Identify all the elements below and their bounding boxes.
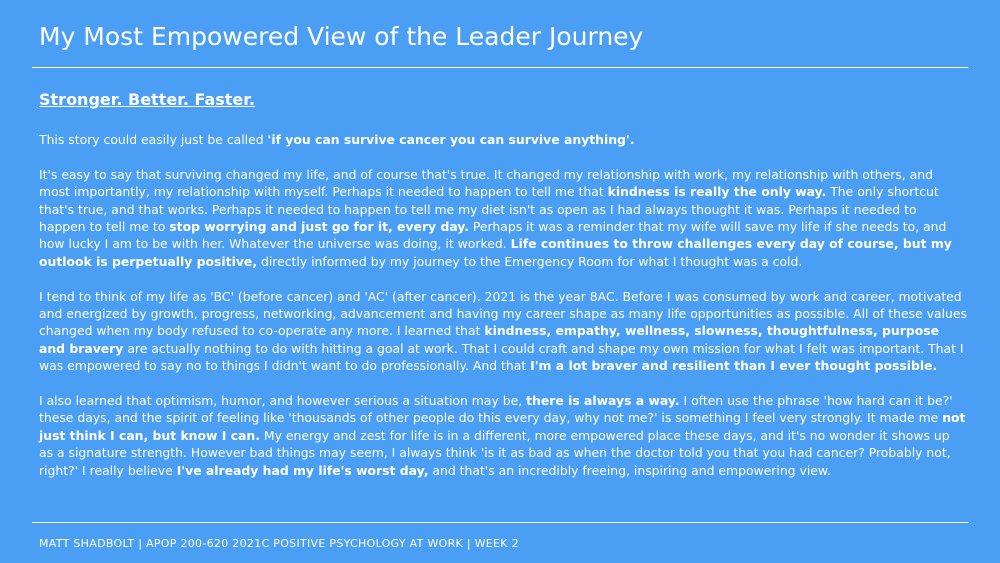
emphasis-text: I'm a lot braver and resilient than I ever thought possible. <box>530 358 938 374</box>
emphasis-text: stop worrying and just go for it, every day. <box>169 219 469 235</box>
emphasis-text: kindness, empathy, wellness, slowness, thoughtfulness, purpose and bravery <box>39 323 939 356</box>
emphasis-text: not just think I can, but know I can. <box>39 410 966 443</box>
section-subtitle: Stronger. Better. Faster. <box>39 90 255 109</box>
paragraph-text: I tend to think of my life as 'BC' (before cancer) and 'AC' (after cancer). 2021 is the year 8AC. Before I was consumed by work and career, motivated and energized by growth, progress, networking, advancement and having my career shape as many life opportunities as possible. All of these values changed when my body refused to co-operate any more. I learned that <box>39 288 967 339</box>
footer-divider <box>32 522 969 523</box>
emphasis-text: I've already had my life's worst day, <box>176 462 429 478</box>
page-title: My Most Empowered View of the Leader Journey <box>39 22 644 51</box>
paragraph-text: My energy and zest for life is in a different, more empowered place these days, and it's no wonder it shows up as a signature strength. However bad things may seem, I always think 'is it as bad as when the doctor told you that you had cancer? Probably not, right?' I really believe <box>39 427 951 478</box>
paragraph-text: It's easy to say that surviving changed my life, and of course that's true. It changed my relationship with work, my relationship with others, and most importantly, my relationship with myself. Perhaps it needed to happen to tell me that <box>39 166 933 200</box>
paragraph-text: directly informed by my journey to the Emergency Room for what I thought was a cold. <box>257 253 803 269</box>
emphasis-text: 'if you can survive cancer you can survive anything'. <box>267 132 635 147</box>
paragraph-text: This story could easily just be called <box>39 132 268 147</box>
paragraph-text: I often use the phrase 'how hard can it be?' these days, and the spirit of feeling like 'thousands of other people do this every day, why not me?' is something I feel very strongly. It made me <box>39 393 953 426</box>
body-paragraph <box>39 392 967 479</box>
emphasis-text: Life continues to throw challenges every day of course, but my outlook is perpetually positive, <box>39 236 952 269</box>
paragraph-text: and that's an incredibly freeing, inspiring and empowering view. <box>428 462 831 478</box>
body-paragraph <box>39 288 967 375</box>
body-paragraph <box>39 166 967 270</box>
paragraph-text: Perhaps it was a reminder that my wife will save my life if she needs to, and how lucky I am to be with her. Whatever the universe was doing, it worked. <box>39 219 947 252</box>
body-paragraph <box>39 131 967 148</box>
title-divider <box>32 67 969 68</box>
paragraph-text: are actually nothing to do with hitting a goal at work. That I could craft and shape my own mission for what I felt was important. That I was empowered to say no to things I didn't want to do professionally. And that <box>39 340 964 374</box>
emphasis-text: there is always a way. <box>526 393 680 409</box>
story-body <box>39 131 967 496</box>
emphasis-text: kindness is really the only way. <box>607 184 827 200</box>
paragraph-text: The only shortcut that's true, and that works. Perhaps it needed to happen to tell me my diet isn't as open as I had always thought it was. Perhaps it needed to happen to tell me to <box>39 184 939 235</box>
paragraph-text: I also learned that optimism, humor, and however serious a situation may be, <box>39 393 527 409</box>
footer-caption: MATT SHADBOLT | APOP 200-620 2021C POSITIVE PSYCHOLOGY AT WORK | WEEK 2 <box>39 537 519 550</box>
